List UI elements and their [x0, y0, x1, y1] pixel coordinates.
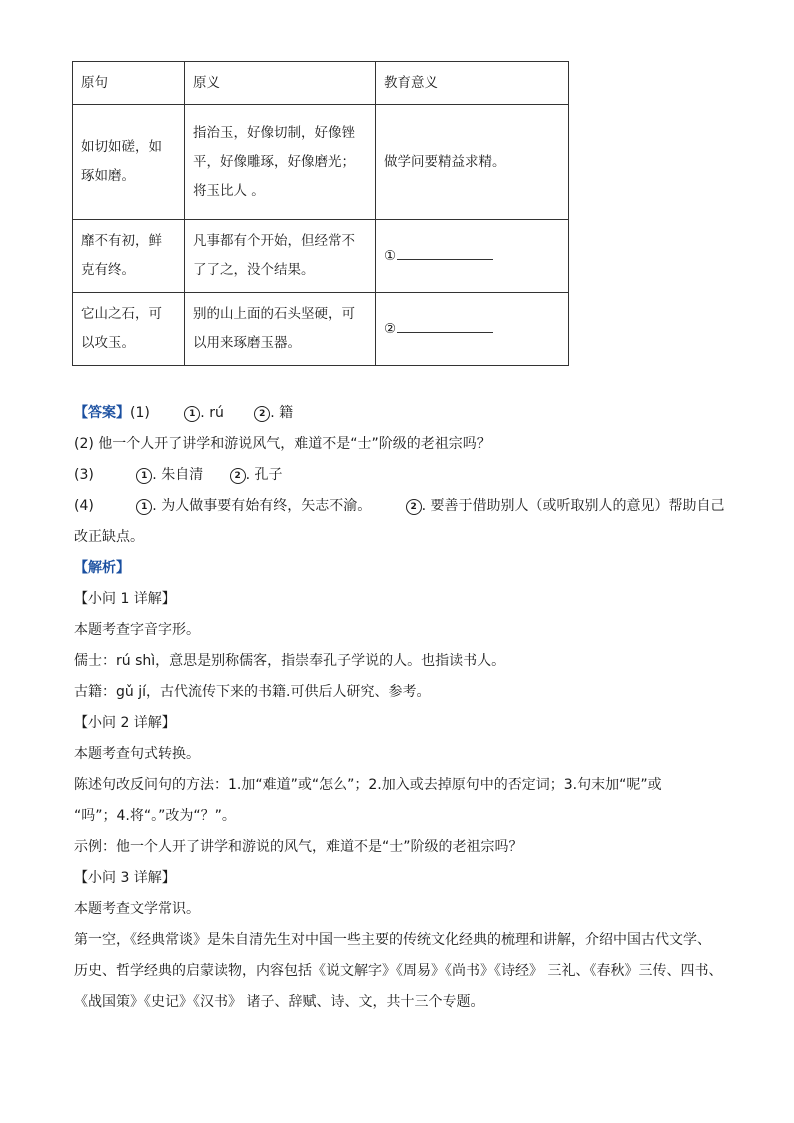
q4-prefix: (4)	[74, 498, 94, 514]
answer-tag: 【答案】	[74, 405, 130, 421]
answer-q1	[74, 403, 293, 423]
meaning-cell	[185, 105, 376, 220]
answer-blank	[397, 245, 493, 260]
table-header-row	[73, 62, 569, 105]
meaning-cell	[185, 293, 376, 366]
q1-prefix: (1)	[130, 405, 150, 421]
circled-number: 1	[136, 468, 152, 484]
answer-q4-continued: 改正缺点。	[74, 529, 144, 545]
q4-answer-a: . 为人做事要有始有终，矢志不渝。	[152, 498, 372, 514]
analysis-line: 儒士：rú shì，意思是别称儒客，指崇奉孔子学说的人。也指读书人。	[74, 653, 506, 669]
lesson-cell	[376, 220, 569, 293]
cell-line: 琢如磨。	[81, 168, 135, 184]
lesson-cell	[376, 293, 569, 366]
circled-number: 2	[406, 499, 422, 515]
header-meaning: 原义	[185, 62, 376, 105]
answer-q3	[74, 465, 283, 485]
analysis-line: 历史、哲学经典的启蒙读物，内容包括《说文解字》《周易》《尚书》《诗经》 三礼、《春秋》三传、四书、	[74, 963, 723, 979]
cell-line: 以攻玉。	[81, 335, 135, 351]
cell-line: 靡不有初，鲜	[81, 233, 162, 249]
table-row	[73, 220, 569, 293]
cell-line: 平，好像雕琢，好像磨光；	[193, 153, 355, 170]
q3-answer-b: . 孔子	[245, 467, 283, 483]
header-lesson: 教育意义	[376, 62, 569, 105]
q4-answer-b: . 要善于借助别人（或听取别人的意见）帮助自己	[421, 498, 725, 514]
analysis-line: 古籍：gǔ jí，古代流传下来的书籍.可供后人研究、参考。	[74, 684, 431, 700]
q3-prefix: (3)	[74, 467, 94, 483]
analysis-line: 【小问 1 详解】	[74, 591, 176, 607]
cell-line: 了了之，没个结果。	[193, 262, 315, 278]
cell-line: 它山之石，可	[81, 306, 162, 322]
analysis-line: 第一空，《经典常谈》是朱自清先生对中国一些主要的传统文化经典的梳理和讲解，介绍中国古代文学、	[74, 932, 711, 948]
q3-answer-a: . 朱自清	[152, 467, 204, 483]
sentence-cell	[73, 105, 185, 220]
analysis-line: 本题考查文学常识。	[74, 901, 200, 917]
blank-marker: ①	[384, 247, 397, 264]
analysis-tag: 【解析】	[74, 560, 130, 576]
analysis-line: “吗”；4.将“。”改为“？”。	[74, 808, 236, 824]
cell-line: 指治玉，好像切制，好像锉	[193, 124, 355, 141]
circled-number: 1	[136, 499, 152, 515]
circled-number: 1	[184, 406, 200, 422]
analysis-line: 【小问 2 详解】	[74, 715, 176, 731]
cell-line: 如切如磋，如	[81, 139, 162, 155]
q1-answer-a: . rú	[200, 405, 224, 421]
sentence-cell	[73, 220, 185, 293]
circled-number: 2	[254, 406, 270, 422]
meaning-cell	[185, 220, 376, 293]
analysis-line: 示例：他一个人开了讲学和游说的风气，难道不是“士”阶级的老祖宗吗？	[74, 839, 523, 855]
proverb-table	[72, 61, 569, 366]
table-row	[73, 105, 569, 220]
table-row	[73, 293, 569, 366]
header-sentence: 原句	[73, 62, 185, 105]
analysis-line: 陈述句改反问句的方法：1.加“难道”或“怎么”；2.加入或去掉原句中的否定词；3.句末加“呢”或	[74, 777, 662, 793]
cell-line: 凡事都有个开始，但经常不	[193, 233, 355, 249]
answer-q2: (2) 他一个人开了讲学和游说风气，难道不是“士”阶级的老祖宗吗？	[74, 436, 491, 452]
analysis-line: 《战国策》《史记》《汉书》 诸子、辞赋、诗、文，共十三个专题。	[74, 994, 485, 1010]
answer-blank	[397, 318, 493, 333]
cell-line: 将玉比人 。	[193, 182, 265, 199]
cell-line: 以用来琢磨玉器。	[193, 335, 301, 351]
analysis-line: 【小问 3 详解】	[74, 870, 176, 886]
sentence-cell	[73, 293, 185, 366]
cell-line: 别的山上面的石头坚硬，可	[193, 306, 355, 322]
cell-line: 克有终。	[81, 262, 135, 278]
circled-number: 2	[230, 468, 246, 484]
analysis-line: 本题考查字音字形。	[74, 622, 200, 638]
analysis-line: 本题考查句式转换。	[74, 746, 200, 762]
q1-answer-b: . 籍	[270, 405, 294, 421]
lesson-cell: 做学问要精益求精。	[376, 105, 569, 220]
blank-marker: ②	[384, 320, 397, 337]
answer-q4	[74, 496, 725, 516]
